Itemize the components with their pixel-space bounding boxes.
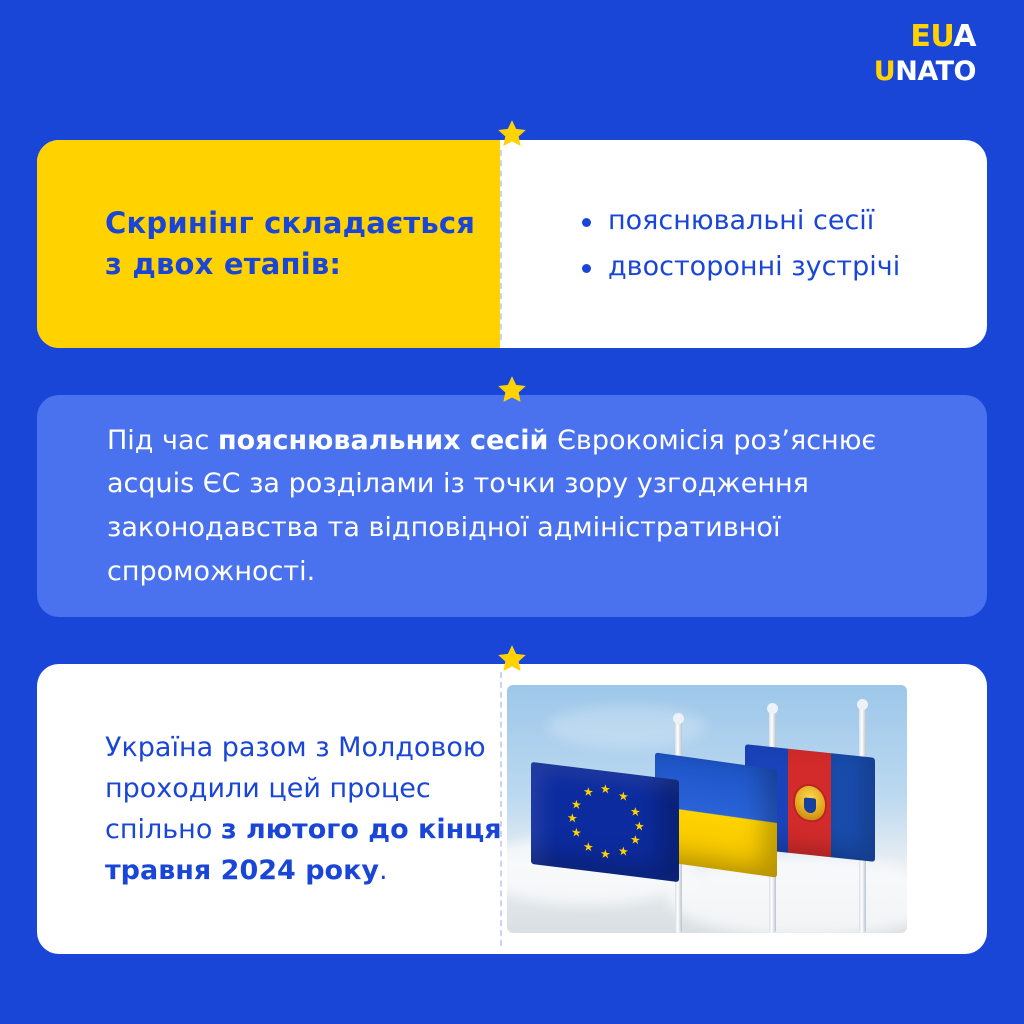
moldova-coat-of-arms (795, 784, 825, 821)
logo-line-1 (856, 19, 976, 54)
card3-perforation-divider (500, 672, 502, 946)
star-icon: ★ (618, 788, 629, 804)
card2-paragraph (37, 419, 987, 594)
star-icon: ★ (630, 804, 641, 820)
star-icon: ★ (571, 824, 582, 841)
list-item: двосторонні зустрічі (578, 244, 900, 290)
eu-flag (531, 762, 679, 882)
card-ukraine-moldova-timeline (37, 664, 987, 954)
card1-bullets-panel (500, 140, 987, 348)
logo-u-text: U (873, 56, 896, 87)
card2-text-before: Під час (107, 424, 218, 456)
card2-text-after: Єврокомісія роз’яснює acquis ЄС за розділами із точки зору узгодження законодавства та відповідної адміністративної спроможності. (107, 424, 877, 587)
card2-text-bold: пояснювальних сесій (217, 424, 549, 456)
star-divider-2 (484, 374, 540, 406)
eu-stars-circle (567, 780, 645, 863)
star-icon: ★ (630, 832, 641, 848)
star-icon: ★ (571, 796, 582, 813)
card1-bullet-list (578, 198, 900, 291)
card-screening-stages (37, 140, 987, 348)
star-icon: ★ (600, 846, 611, 862)
cloud-shape (547, 705, 707, 749)
card3-text-before: Україна разом з Молдовою проходили цей процес спільно (105, 731, 486, 845)
cloud-shape (667, 857, 907, 933)
flag-pole-finial (857, 699, 868, 710)
star-divider-1 (484, 118, 540, 150)
star-divider-3 (484, 643, 540, 675)
card1-title: Скринінг складається з двох етапів: (105, 205, 476, 281)
logo-eu-text: EU (910, 19, 954, 54)
logo-nato-text: NATO (895, 56, 976, 87)
star-icon: ★ (567, 810, 578, 826)
list-item: пояснювальні сесії (578, 198, 900, 244)
star-icon (494, 373, 530, 407)
card1-perforation-divider (500, 150, 502, 340)
eu-ua-nato-logo (856, 19, 976, 102)
card3-text-panel (37, 727, 507, 891)
flags-photo (507, 685, 907, 933)
star-icon (494, 117, 530, 151)
star-icon: ★ (583, 784, 594, 800)
logo-line-2 (856, 58, 976, 85)
flag-pole-finial (673, 713, 684, 724)
flag-pole-finial (767, 703, 778, 714)
card1-title-panel (37, 140, 500, 348)
card3-text-after: . (379, 855, 388, 887)
card3-photo-panel (507, 664, 987, 954)
card3-paragraph (105, 727, 507, 891)
star-icon: ★ (600, 781, 611, 797)
star-icon: ★ (583, 839, 594, 855)
star-icon (494, 642, 530, 676)
star-icon: ★ (634, 818, 645, 834)
card3-text-bold: з лютого до кінця травня 2024 року (105, 814, 502, 887)
card-explanatory-sessions (37, 395, 987, 617)
star-icon: ★ (618, 843, 629, 859)
logo-a-text: A (953, 19, 976, 54)
